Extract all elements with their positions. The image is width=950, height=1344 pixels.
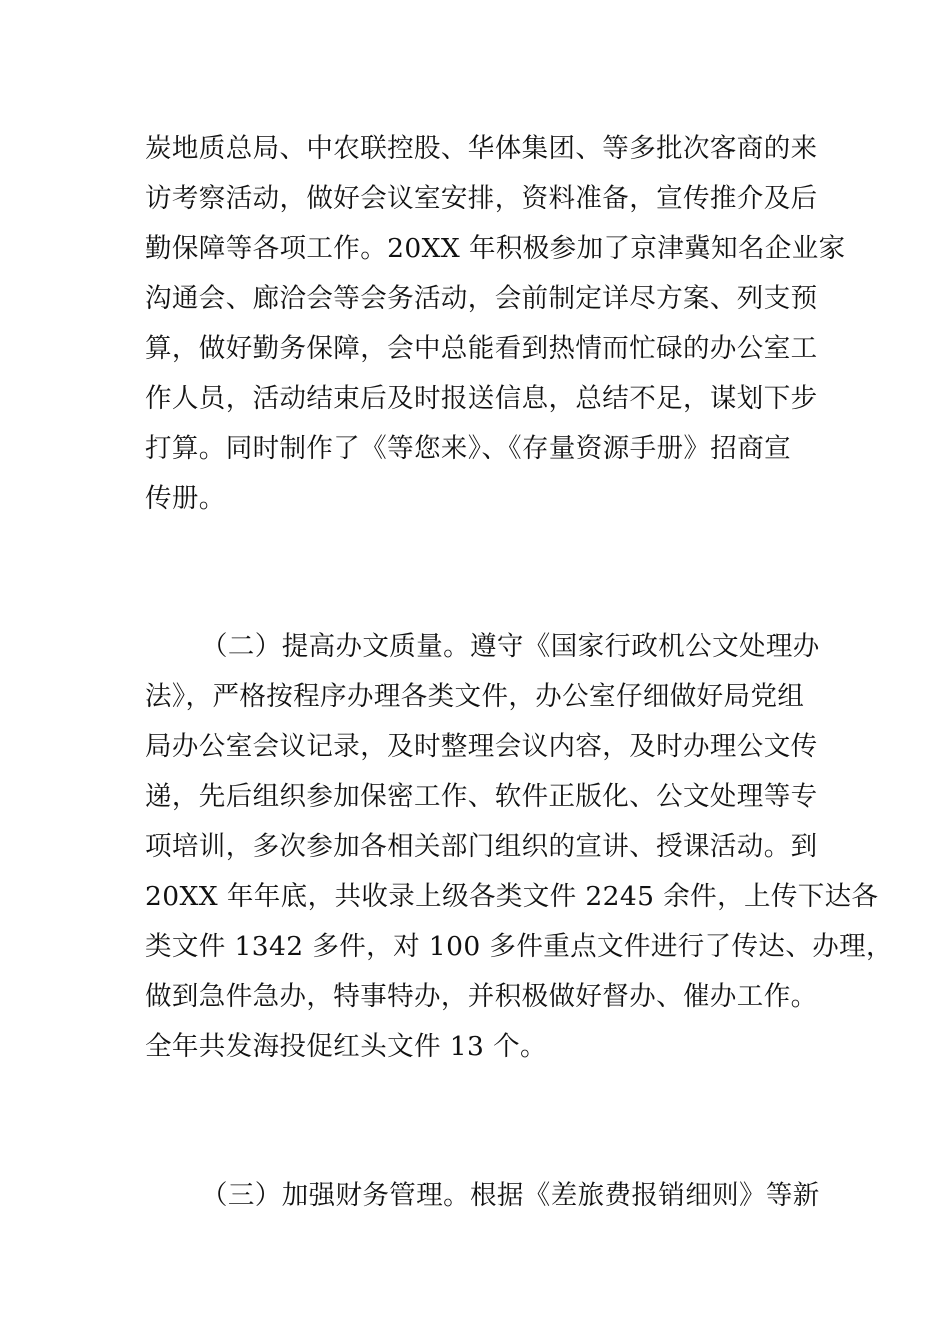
paragraph-line: 项培训，多次参加各相关部门组织的宣讲、授课活动。到 xyxy=(145,831,818,862)
paragraph-line: 勤保障等各项工作。20XX 年积极参加了京津冀知名企业家 xyxy=(145,233,846,264)
paragraph-line: 全年共发海投促红头文件 13 个。 xyxy=(145,1031,547,1062)
paragraph-line: 20XX 年年底，共收录上级各类文件 2245 余件，上传下达各 xyxy=(145,881,879,912)
paragraph-line: 传册。 xyxy=(145,483,226,514)
paragraph-line: 作人员，活动结束后及时报送信息，总结不足，谋划下步 xyxy=(145,383,818,414)
paragraph-first-line: （三）加强财务管理。根据《差旅费报销细则》等新 xyxy=(201,1180,820,1211)
paragraph-line: 算，做好勤务保障，会中总能看到热情而忙碌的办公室工 xyxy=(145,333,818,364)
paragraph-line: 局办公室会议记录，及时整理会议内容，及时办理公文传 xyxy=(145,731,818,762)
paragraph-line: 递，先后组织参加保密工作、软件正版化、公文处理等专 xyxy=(145,781,818,812)
paragraph-line: 炭地质总局、中农联控股、华体集团、等多批次客商的来 xyxy=(145,133,818,164)
paragraph-line: 类文件 1342 多件，对 100 多件重点文件进行了传达、办理， xyxy=(145,931,893,962)
paragraph-line: 法》，严格按程序办理各类文件，办公室仔细做好局党组 xyxy=(145,681,805,712)
paragraph-line: 沟通会、廊洽会等会务活动，会前制定详尽方案、列支预 xyxy=(145,283,818,314)
paragraph-line: 做到急件急办，特事特办，并积极做好督办、催办工作。 xyxy=(145,981,818,1012)
paragraph-line: 打算。同时制作了《等您来》、《存量资源手册》招商宣 xyxy=(145,433,791,464)
paragraph-line: 访考察活动，做好会议室安排，资料准备，宣传推介及后 xyxy=(145,183,818,214)
paragraph-first-line: （二）提高办文质量。遵守《国家行政机公文处理办 xyxy=(201,631,820,662)
